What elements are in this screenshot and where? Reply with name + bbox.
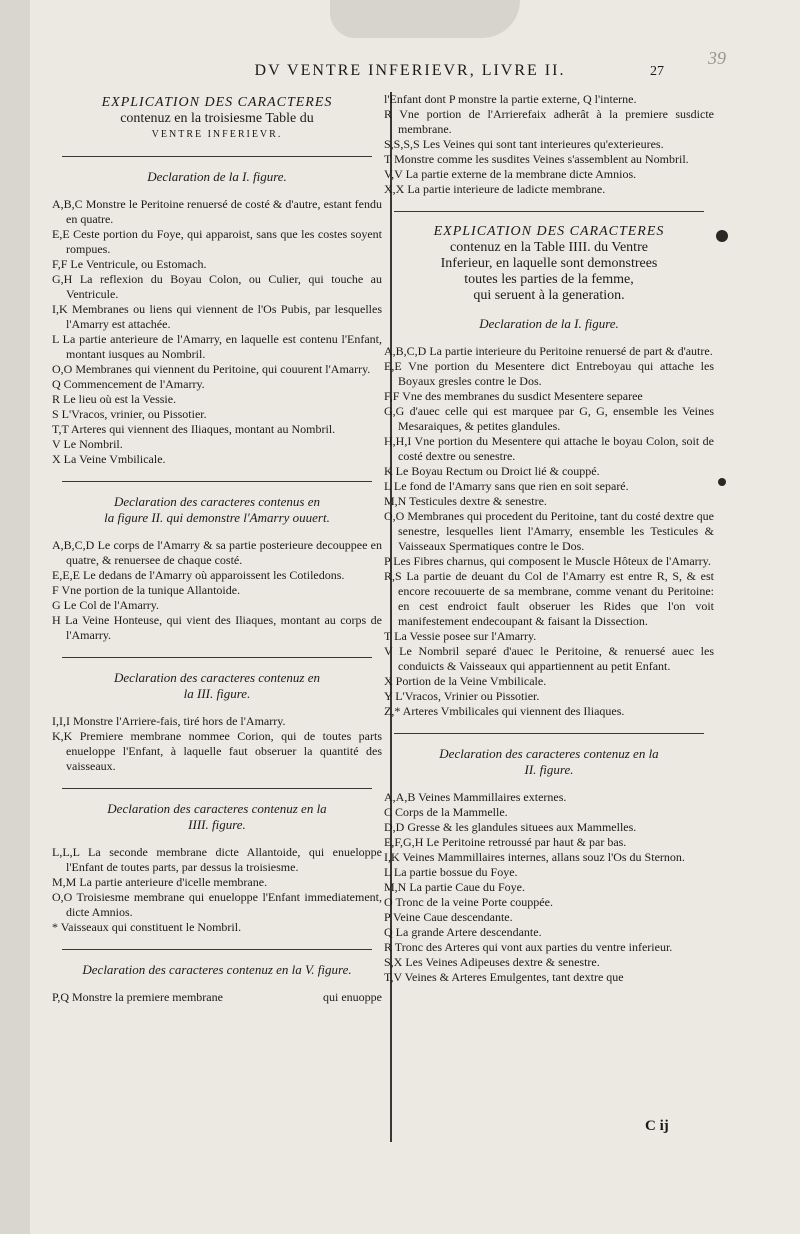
section-title: EXPLICATION DES CARACTERES — [101, 95, 333, 110]
running-head: DV VENTRE INFERIEVR, LIVRE II. — [254, 62, 566, 79]
figure-heading — [52, 670, 382, 702]
legend-entry: H La Veine Honteuse, qui vient des Iliaques, montant au corps de l'Amarry. — [52, 613, 382, 642]
figure-heading — [52, 801, 382, 833]
legend-entry: A,B,C Monstre le Peritoine renuersé de costé & d'autre, estant fendu en quatre. — [52, 197, 382, 226]
divider — [62, 156, 372, 157]
legend-entry: A,A,B Veines Mammillaires externes. — [384, 790, 567, 804]
legend-entry: V Le Nombril separé d'auec le Peritoine, & renuersé auec les conduicts & Vaisseaux qui appartiennent au petit Enfant. — [384, 644, 714, 673]
legend-entry: Q La grande Artere descendante. — [384, 925, 542, 939]
legend-entry: D,D Gresse & les glandules situees aux Mammelles. — [384, 820, 637, 834]
legend-entry: G,G d'auec celle qui est marquee par G, G, ensemble les Veines Mesaraiques, & petites glandules. — [384, 404, 714, 433]
divider — [62, 949, 372, 950]
text-line — [52, 990, 382, 1005]
legend-entry: R Tronc des Arteres qui vont aux parties du ventre inferieur. — [384, 940, 673, 954]
figure-heading-line: la III. figure. — [183, 686, 251, 701]
ink-blot — [716, 230, 728, 242]
text-fragment: P,Q Monstre la premiere membrane — [52, 990, 223, 1004]
figure-heading — [384, 746, 714, 778]
legend-entry: H,H,I Vne portion du Mesentere qui attache le boyau Colon, soit de costé dextre ou senestre. — [384, 434, 714, 463]
legend-entry: l'Enfant dont P monstre la partie externe, Q l'interne. — [384, 92, 637, 106]
legend-entry: G Le Col de l'Amarry. — [52, 598, 160, 612]
legend-entry: E,E,E Le dedans de l'Amarry où apparoissent les Cotiledons. — [52, 568, 345, 582]
section-subtitle: Inferieur, en laquelle sont demonstrees — [440, 256, 658, 271]
legend-list — [384, 92, 714, 197]
legend-entry: X,X La partie interieure de ladicte membrane. — [384, 182, 606, 196]
legend-entry: M,N La partie Caue du Foye. — [384, 880, 525, 894]
legend-entry: O,O Membranes qui procedent du Peritoine, tant du costé dextre que senestre, lesquelles lient l'Amarry, ensemble les Testicules & Vaisseaux Spermatiques contre le Dos. — [384, 509, 714, 553]
legend-entry: A,B,C,D La partie interieure du Peritoine renuersé de part & d'autre. — [384, 344, 713, 358]
legend-entry: E,E Vne portion du Mesentere dict Entreboyau qui attache les Boyaux gresles contre le Dos. — [384, 359, 714, 388]
signature-mark: C ij — [645, 1118, 669, 1134]
pencil-annotation: 39 — [708, 48, 726, 68]
legend-list — [52, 538, 382, 643]
legend-entry: G,H La reflexion du Boyau Colon, ou Culier, qui touche au Ventricule. — [52, 272, 382, 301]
legend-entry: L La partie anterieure de l'Amarry, en laquelle est contenu l'Enfant, montant iusques au Nombril. — [52, 332, 382, 361]
left-column — [52, 95, 382, 1005]
legend-entry: A,B,C,D Le corps de l'Amarry & sa partie posterieure decouppee en quatre, & renuersee de chaque costé. — [52, 538, 382, 567]
divider — [394, 733, 704, 734]
legend-entry: T La Vessie posee sur l'Amarry. — [384, 629, 537, 643]
legend-entry: L La partie bossue du Foye. — [384, 865, 518, 879]
figure-heading: Declaration des caracteres contenuz en la V. figure. — [82, 962, 352, 977]
section-subtitle: contenuz en la troisiesme Table du — [120, 111, 314, 126]
legend-entry: E,F,G,H Le Peritoine retroussé par haut & par bas. — [384, 835, 627, 849]
legend-entry: T,V Veines & Arteres Emulgentes, tant dextre que — [384, 970, 624, 984]
figure-heading: Declaration de la I. figure. — [147, 169, 287, 184]
figure-heading-line: Declaration des caracteres contenuz en — [113, 670, 321, 685]
legend-entry: S,S,S,S Les Veines qui sont tant interieures qu'exterieures. — [384, 137, 664, 151]
legend-entry: F Vne portion de la tunique Allantoide. — [52, 583, 241, 597]
paper-stain — [330, 0, 520, 38]
legend-entry: E,E Ceste portion du Foye, qui apparoist, sans que les costes soyent rompues. — [52, 227, 382, 256]
figure-heading-line: II. figure. — [524, 762, 574, 777]
legend-entry: R Le lieu où est la Vessie. — [52, 392, 177, 406]
legend-entry: S L'Vracos, vrinier, ou Pissotier. — [52, 407, 207, 421]
divider — [62, 481, 372, 482]
divider — [62, 657, 372, 658]
page-number: 27 — [650, 64, 664, 79]
section-subtitle: qui seruent à la generation. — [473, 288, 625, 303]
legend-list — [52, 845, 382, 935]
legend-entry: Y L'Vracos, Vrinier ou Pissotier. — [384, 689, 540, 703]
section-subtitle: contenuz en la Table IIII. du Ventre — [450, 240, 648, 255]
legend-list — [384, 344, 714, 719]
legend-entry: X Portion de la Veine Vmbilicale. — [384, 674, 547, 688]
figure-heading-line: Declaration des caracteres contenuz en la — [439, 746, 659, 761]
legend-entry: T,T Arteres qui viennent des Iliaques, montant au Nombril. — [52, 422, 336, 436]
legend-entry: R Vne portion de l'Arrierefaix adherât à la premiere susdicte membrane. — [384, 107, 714, 136]
figure-heading-line: Declaration des caracteres contenus en — [113, 494, 321, 509]
legend-entry: I,K Membranes ou liens qui viennent de l'Os Pubis, par lesquelles l'Amarry est attachée. — [52, 302, 382, 331]
legend-entry: I,K Veines Mammillaires internes, allans souz l'Os du Sternon. — [384, 850, 685, 864]
section-subtitle: VENTRE INFERIEVR. — [151, 129, 283, 140]
legend-entry: L,L,L La seconde membrane dicte Allantoide, qui enueloppe l'Enfant de toutes parts, par dessus la troisiesme. — [52, 845, 382, 874]
legend-entry: Z,* Arteres Vmbilicales qui viennent des Iliaques. — [384, 704, 625, 718]
legend-entry: M,M La partie anterieure d'icelle membrane. — [52, 875, 268, 889]
divider — [394, 211, 704, 212]
section-title: EXPLICATION DES CARACTERES — [433, 224, 665, 239]
legend-list — [384, 790, 714, 985]
ink-blot — [718, 478, 726, 486]
legend-entry: L Le fond de l'Amarry sans que rien en soit separé. — [384, 479, 629, 493]
legend-entry: K,K Premiere membrane nommee Corion, qui de toutes parts enueloppe l'Enfant, à laquelle faut obseruer la quantité des vaisseaux. — [52, 729, 382, 773]
legend-entry: S,X Les Veines Adipeuses dextre & senestre. — [384, 955, 600, 969]
section-subtitle: toutes les parties de la femme, — [464, 272, 634, 287]
legend-entry: C Corps de la Mammelle. — [384, 805, 508, 819]
legend-entry: P Les Fibres charnus, qui composent le Muscle Hôteux de l'Amarry. — [384, 554, 711, 568]
legend-entry: F,F Vne des membranes du susdict Mesentere separee — [384, 389, 643, 403]
figure-heading — [52, 494, 382, 526]
legend-entry: R,S La partie de deuant du Col de l'Amarry est entre R, S, & est encore recouuerte de sa membrane, comme venant du Peritoine: en cest endroict fault obseruer les Rides que l'on voit manifestement endecoupant & faisant la Dissection. — [384, 569, 714, 628]
legend-entry: X La Veine Vmbilicale. — [52, 452, 166, 466]
figure-heading-line: la figure II. qui demonstre l'Amarry ouuert. — [104, 510, 330, 525]
legend-entry: I,I,I Monstre l'Arriere-fais, tiré hors de l'Amarry. — [52, 714, 286, 728]
figure-heading-line: IIII. figure. — [188, 817, 246, 832]
legend-entry: O,O Membranes qui viennent du Peritoine, qui couurent l'Amarry. — [52, 362, 371, 376]
legend-list — [52, 197, 382, 467]
legend-entry: O Tronc de la veine Porte couppée. — [384, 895, 553, 909]
right-column — [384, 92, 714, 985]
legend-entry: K Le Boyau Rectum ou Droict lié & couppé. — [384, 464, 600, 478]
legend-entry: F,F Le Ventricule, ou Estomach. — [52, 257, 207, 271]
text-fragment: qui enuoppe — [323, 990, 382, 1004]
legend-entry: V Le Nombril. — [52, 437, 123, 451]
legend-entry: M,N Testicules dextre & senestre. — [384, 494, 547, 508]
figure-heading: Declaration de la I. figure. — [479, 316, 619, 331]
legend-entry: T Monstre comme les susdites Veines s'assemblent au Nombril. — [384, 152, 689, 166]
legend-entry: O,O Troisiesme membrane qui enueloppe l'Enfant immediatement, dicte Amnios. — [52, 890, 382, 919]
legend-list — [52, 714, 382, 774]
legend-entry: P Veine Caue descendante. — [384, 910, 513, 924]
divider — [62, 788, 372, 789]
legend-entry: Q Commencement de l'Amarry. — [52, 377, 205, 391]
figure-heading-line: Declaration des caracteres contenuz en la — [107, 801, 327, 816]
legend-entry: V,V La partie externe de la membrane dicte Amnios. — [384, 167, 637, 181]
legend-entry: * Vaisseaux qui constituent le Nombril. — [52, 920, 242, 934]
